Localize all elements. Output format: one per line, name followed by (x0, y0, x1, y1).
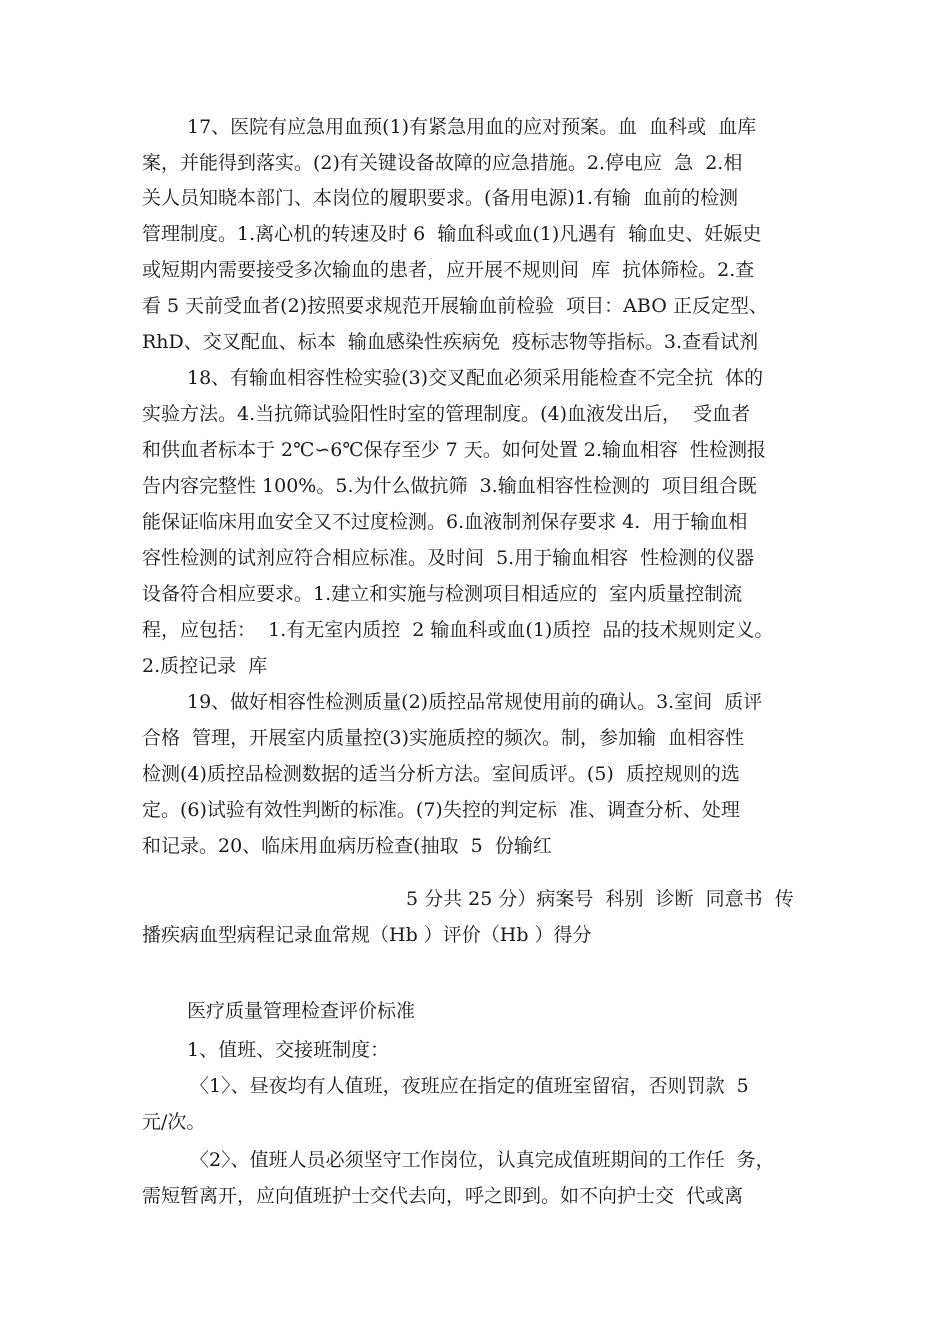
paragraph-18-line-1: 18、有输血相容性检实验(3)交叉配血必须采用能检查不完全抗 体的 (187, 367, 764, 389)
item-1-heading: 1、值班、交接班制度： (187, 1039, 390, 1061)
paragraph-17-line-2: 案，并能得到落实。(2)有关键设备故障的应急措施。2.停电应 急 2.相 (142, 152, 743, 174)
paragraph-19-line-2: 合格 管理，开展室内质量控(3)实施质控的频次。制，参加输 血相容性 (142, 727, 745, 749)
paragraph-18-line-7: 设备符合相应要求。1.建立和实施与检测项目相适应的 室内质量控制流 (142, 583, 743, 605)
paragraph-18-line-4: 告内容完整性 100%。5.为什么做抗筛 3.输血相容性检测的 项目组合既 (142, 475, 757, 497)
section-title: 医疗质量管理检查评价标准 (187, 1000, 416, 1022)
paragraph-17-line-6: 看 5 天前受血者(2)按照要求规范开展输血前检验 项目：ABO 正反定型、 (142, 295, 768, 317)
paragraph-18-line-6: 容性检测的试剂应符合相应标准。及时间 5.用于输血相容 性检测的仪器 (142, 547, 755, 569)
paragraph-18-line-2: 实验方法。4.当抗筛试验阳性时室的管理制度。(4)血液发出后， 受血者 (142, 403, 751, 425)
score-line-1: 5 分共 25 分）病案号 科别 诊断 同意书 传 (406, 888, 794, 910)
item-1-1-line-1: 〈1〉、昼夜均有人值班，夜班应在指定的值班室留宿，否则罚款 5 (190, 1075, 749, 1097)
item-1-2-line-2: 需短暂离开，应向值班护士交代去向，呼之即到。如不向护士交 代或离 (142, 1185, 744, 1207)
paragraph-18-line-8: 程，应包括： 1.有无室内质控 2 输血科或血(1)质控 品的技术规则定义。 (142, 619, 774, 641)
item-1-1-line-2: 元/次。 (142, 1111, 206, 1133)
paragraph-17-line-5: 或短期内需要接受多次输血的患者，应开展不规则间 库 抗体筛检。2.查 (142, 259, 755, 281)
paragraph-17-line-3: 关人员知晓本部门、本岗位的履职要求。(备用电源)1.有输 血前的检测 (142, 187, 739, 209)
paragraph-17-line-1: 17、医院有应急用血预(1)有紧急用血的应对预案。血 血科或 血库 (187, 116, 757, 138)
item-1-2-line-1: 〈2〉、值班人员必须坚守工作岗位，认真完成值班期间的工作任 务， (190, 1149, 775, 1171)
paragraph-19-line-4: 定。(6)试验有效性判断的标准。(7)失控的判定标 准、调查分析、处理 (142, 799, 740, 821)
paragraph-19-line-3: 检测(4)质控品检测数据的适当分析方法。室间质评。(5) 质控规则的选 (142, 763, 740, 785)
paragraph-18-line-5: 能保证临床用血安全又不过度检测。6.血液制剂保存要求 4. 用于输血相 (142, 511, 748, 533)
paragraph-19-line-1: 19、做好相容性检测质量(2)质控品常规使用前的确认。3.室间 质评 (187, 691, 763, 713)
paragraph-17-line-7: RhD、交叉配血、标本 输血感染性疾病免 疫标志物等指标。3.查看试剂 (142, 331, 759, 353)
paragraph-18-line-9: 2.质控记录 库 (142, 655, 268, 677)
paragraph-19-line-5: 和记录。20、临床用血病历检查(抽取 5 份输红 (142, 835, 552, 857)
score-line-2: 播疾病血型病程记录血常规（Hb ）评价（Hb ）得分 (142, 924, 592, 946)
paragraph-17-line-4: 管理制度。1.离心机的转速及时 6 输血科或血(1)凡遇有 输血史、妊娠史 (142, 223, 762, 245)
paragraph-18-line-3: 和供血者标本于 2℃∽6℃保存至少 7 天。如何处置 2.输血相容 性检测报 (142, 439, 767, 461)
